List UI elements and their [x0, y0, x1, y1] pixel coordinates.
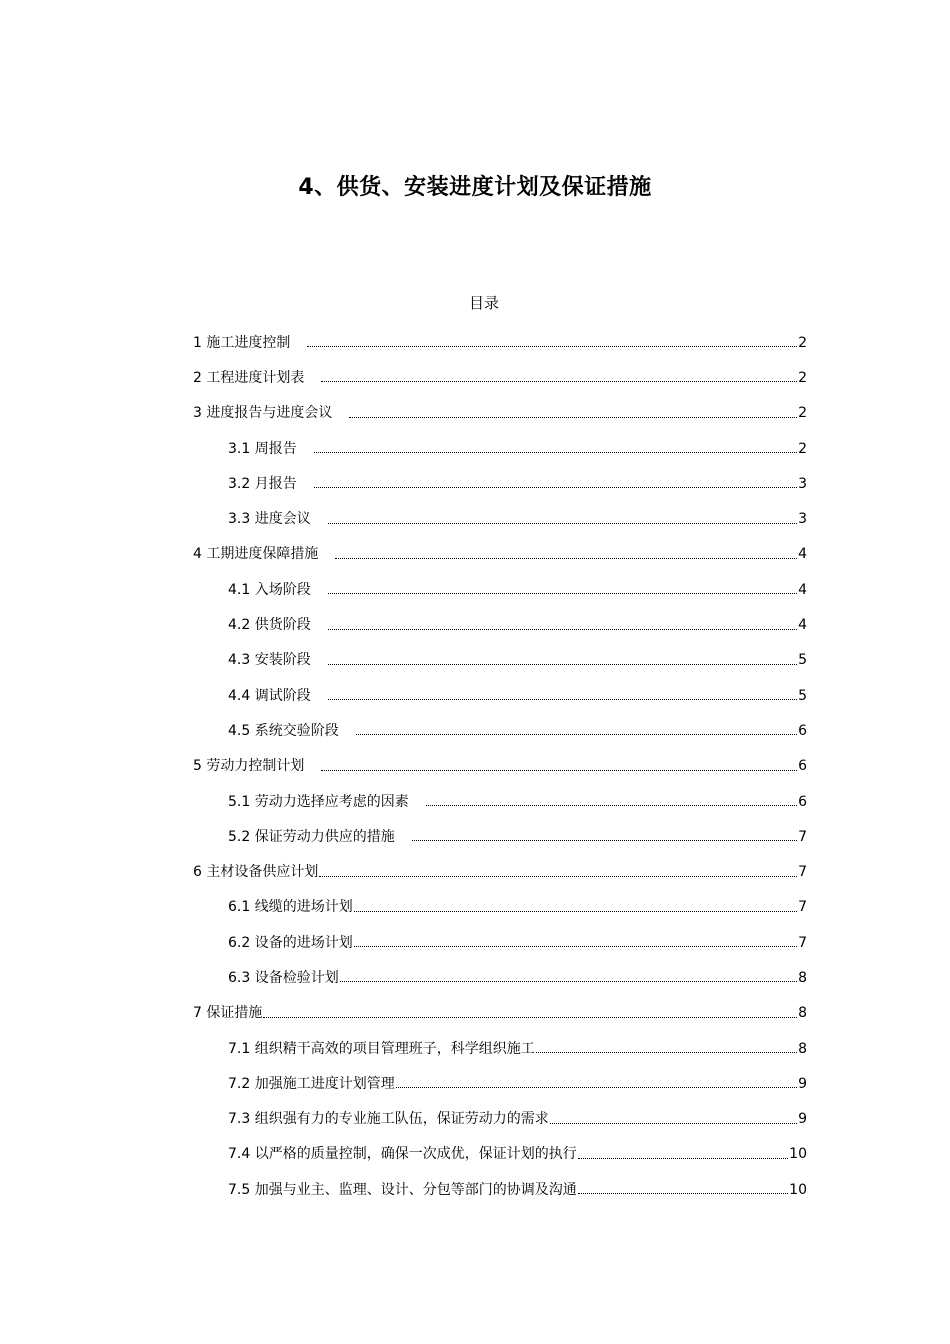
toc-dot-leader	[550, 1123, 797, 1124]
toc-entry[interactable]	[193, 431, 807, 466]
toc-page-number: 7	[798, 864, 807, 881]
toc-entry[interactable]	[193, 960, 807, 995]
toc-page-number: 9	[798, 1111, 807, 1128]
toc-entry[interactable]	[193, 996, 807, 1031]
toc-dot-leader	[536, 1052, 797, 1053]
toc-entry[interactable]	[193, 572, 807, 607]
toc-dot-leader	[263, 1017, 797, 1018]
toc-dot-leader	[314, 487, 797, 488]
toc-entry[interactable]	[193, 607, 807, 642]
toc-entry-title: 7.1 组织精干高效的项目管理班子，科学组织施工	[228, 1040, 535, 1057]
toc-entry[interactable]	[193, 854, 807, 889]
toc-entry-title: 6.2 设备的进场计划	[228, 934, 353, 951]
toc-entry[interactable]	[193, 643, 807, 678]
toc-entry[interactable]	[193, 1137, 807, 1172]
toc-page-number: 8	[798, 1040, 807, 1057]
toc-entry[interactable]	[193, 1172, 807, 1207]
toc-page-number: 7	[798, 828, 807, 845]
toc-page-number: 4	[798, 581, 807, 598]
toc-page-number: 10	[789, 1146, 807, 1163]
toc-dot-leader	[578, 1193, 788, 1194]
toc-entry[interactable]	[193, 1031, 807, 1066]
toc-entry-title: 6.3 设备检验计划	[228, 969, 339, 986]
toc-entry-title: 6.1 线缆的进场计划	[228, 899, 353, 916]
toc-entry[interactable]	[193, 749, 807, 784]
toc-dot-leader	[328, 593, 797, 594]
toc-dot-leader	[426, 805, 797, 806]
toc-heading: 目录	[468, 294, 499, 312]
toc-dot-leader	[396, 1087, 797, 1088]
toc-entry-title: 4.3 安装阶段	[228, 652, 311, 669]
toc-dot-leader	[354, 946, 797, 947]
toc-dot-leader	[340, 981, 797, 982]
toc-entry[interactable]	[193, 713, 807, 748]
toc-entry-title: 7.2 加强施工进度计划管理	[228, 1075, 395, 1092]
toc-page-number: 6	[798, 722, 807, 739]
toc-dot-leader	[356, 734, 797, 735]
toc-entry[interactable]	[193, 537, 807, 572]
toc-dot-leader	[321, 381, 797, 382]
toc-page-number: 10	[789, 1181, 807, 1198]
toc-entry[interactable]	[193, 1066, 807, 1101]
toc-page-number: 2	[798, 405, 807, 422]
toc-entry[interactable]	[193, 1102, 807, 1137]
table-of-contents	[193, 325, 807, 1207]
toc-page-number: 5	[798, 652, 807, 669]
toc-dot-leader	[321, 770, 797, 771]
toc-entry-title: 5.2 保证劳动力供应的措施	[228, 828, 395, 845]
toc-entry-title: 5 劳动力控制计划	[193, 758, 305, 775]
toc-entry[interactable]	[193, 466, 807, 501]
toc-dot-leader	[328, 629, 797, 630]
toc-entry-title: 4.2 供货阶段	[228, 617, 311, 634]
toc-entry[interactable]	[193, 784, 807, 819]
toc-entry-title: 6 主材设备供应计划	[193, 864, 319, 881]
toc-dot-leader	[307, 346, 797, 347]
toc-dot-leader	[349, 417, 797, 418]
toc-entry-title: 3.1 周报告	[228, 440, 297, 457]
toc-entry-title: 4 工期进度保障措施	[193, 546, 319, 563]
toc-entry-title: 3.3 进度会议	[228, 511, 311, 528]
toc-dot-leader	[314, 452, 797, 453]
toc-page-number: 8	[798, 1005, 807, 1022]
toc-entry-title: 5.1 劳动力选择应考虑的因素	[228, 793, 409, 810]
toc-dot-leader	[412, 840, 797, 841]
toc-entry-title: 7.5 加强与业主、监理、设计、分包等部门的协调及沟通	[228, 1181, 577, 1198]
toc-page-number: 4	[798, 546, 807, 563]
toc-dot-leader	[354, 911, 797, 912]
toc-page-number: 4	[798, 617, 807, 634]
toc-entry[interactable]	[193, 325, 807, 360]
toc-page-number: 3	[798, 475, 807, 492]
toc-entry-title: 7.4 以严格的质量控制，确保一次成优，保证计划的执行	[228, 1146, 577, 1163]
toc-entry-title: 3.2 月报告	[228, 475, 297, 492]
toc-entry-title: 3 进度报告与进度会议	[193, 405, 333, 422]
toc-entry-title: 7 保证措施	[193, 1005, 263, 1022]
toc-dot-leader	[319, 876, 797, 877]
toc-entry[interactable]	[193, 360, 807, 395]
toc-entry-title: 4.1 入场阶段	[228, 581, 311, 598]
toc-entry[interactable]	[193, 678, 807, 713]
toc-page-number: 7	[798, 934, 807, 951]
toc-page-number: 5	[798, 687, 807, 704]
toc-page-number: 7	[798, 899, 807, 916]
toc-entry[interactable]	[193, 890, 807, 925]
toc-dot-leader	[328, 699, 797, 700]
toc-entry-title: 7.3 组织强有力的专业施工队伍，保证劳动力的需求	[228, 1111, 549, 1128]
document-title: 4、供货、安装进度计划及保证措施	[298, 175, 652, 200]
toc-page-number: 3	[798, 511, 807, 528]
toc-entry[interactable]	[193, 396, 807, 431]
toc-entry[interactable]	[193, 819, 807, 854]
toc-page-number: 6	[798, 758, 807, 775]
toc-page-number: 8	[798, 969, 807, 986]
toc-dot-leader	[328, 523, 797, 524]
toc-dot-leader	[335, 558, 797, 559]
toc-entry-title: 4.4 调试阶段	[228, 687, 311, 704]
toc-page-number: 2	[798, 440, 807, 457]
toc-entry[interactable]	[193, 501, 807, 536]
toc-page-number: 2	[798, 369, 807, 386]
toc-dot-leader	[328, 664, 797, 665]
toc-page-number: 9	[798, 1075, 807, 1092]
toc-entry-title: 4.5 系统交验阶段	[228, 722, 339, 739]
toc-dot-leader	[578, 1158, 788, 1159]
toc-entry[interactable]	[193, 925, 807, 960]
toc-page-number: 6	[798, 793, 807, 810]
toc-entry-title: 2 工程进度计划表	[193, 369, 305, 386]
toc-entry-title: 1 施工进度控制	[193, 334, 291, 351]
toc-page-number: 2	[798, 334, 807, 351]
